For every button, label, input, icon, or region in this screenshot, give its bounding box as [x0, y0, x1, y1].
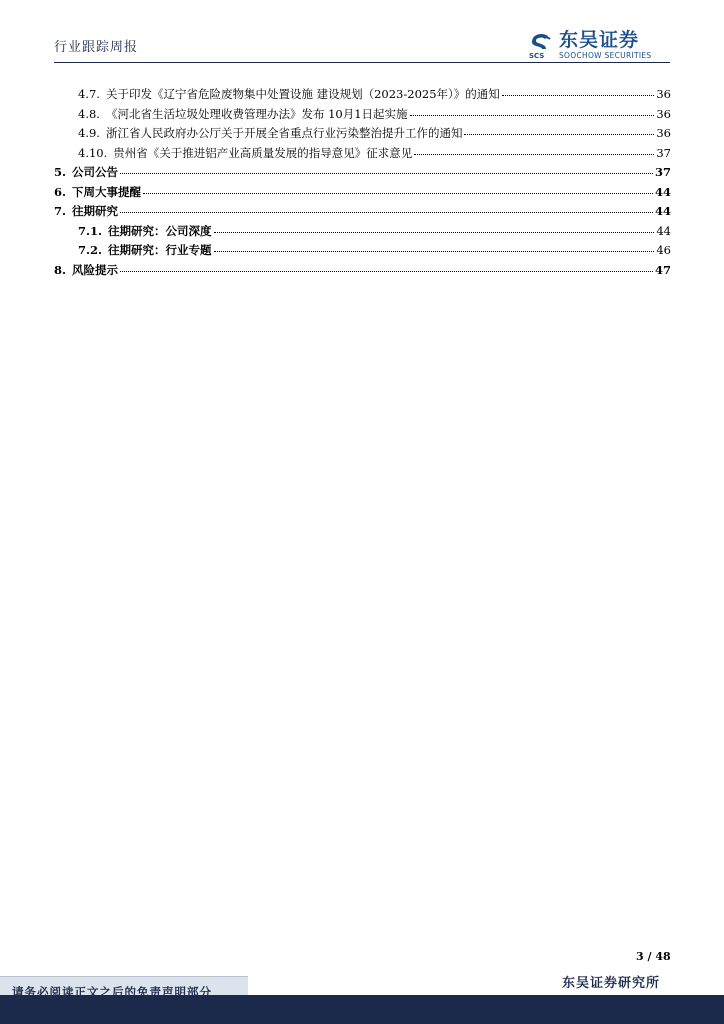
toc-entry[interactable]	[54, 184, 671, 204]
toc-entry[interactable]	[54, 86, 671, 106]
toc-entry-number: 7.	[54, 204, 67, 218]
toc-entry-number: 4.7.	[78, 87, 100, 101]
toc-entry-number: 4.10.	[78, 145, 108, 160]
toc-entry-title: 贵州省《关于推进铝产业高质量发展的指导意见》征求意见	[113, 145, 413, 160]
logo-mark-text: SCS	[529, 52, 545, 60]
toc-entry-number: 4.8.	[78, 106, 100, 121]
toc-entry-number: 7.1.	[78, 223, 103, 238]
toc-entry-title: 《河北省生活垃圾处理收费管理办法》发布 10月1日起实施	[105, 106, 408, 121]
toc-dot-leader	[464, 126, 654, 135]
table-of-contents	[54, 86, 671, 281]
toc-entry-page: 37	[656, 145, 671, 160]
toc-entry-page: 37	[654, 165, 671, 179]
page-number: 3 / 48	[636, 950, 671, 963]
toc-entry-number: 4.9.	[78, 126, 100, 140]
toc-entry-page: 44	[654, 204, 671, 218]
toc-entry-title: 下周大事提醒	[72, 184, 142, 199]
logo-english-name: SOOCHOW SECURITIES	[559, 50, 652, 60]
toc-entry[interactable]	[54, 125, 671, 145]
toc-entry-title: 往期研究：行业专题	[108, 243, 212, 257]
toc-entry-number: 5.	[54, 165, 67, 179]
footer-organization: 东吴证券研究所	[562, 976, 661, 991]
toc-entry-number: 7.2.	[78, 243, 103, 257]
toc-dot-leader	[143, 185, 653, 194]
toc-entry-page: 36	[656, 106, 671, 121]
toc-entry[interactable]	[54, 203, 671, 223]
logo-chinese-name: 东吴证券	[559, 28, 640, 51]
toc-entry-page: 36	[656, 126, 671, 140]
toc-dot-leader	[410, 107, 655, 116]
header-divider	[54, 62, 670, 63]
toc-entry-page: 47	[654, 262, 671, 277]
toc-dot-leader	[120, 204, 653, 213]
toc-dot-leader	[120, 263, 653, 272]
toc-entry[interactable]	[54, 164, 671, 184]
toc-entry[interactable]	[54, 106, 671, 126]
toc-entry[interactable]	[54, 145, 671, 165]
toc-entry-page: 36	[656, 87, 671, 101]
toc-entry-page: 46	[656, 243, 671, 257]
toc-entry[interactable]	[54, 223, 671, 243]
toc-entry-number: 8.	[54, 262, 67, 277]
toc-entry-title: 风险提示	[72, 262, 119, 277]
toc-entry-page: 44	[656, 223, 671, 238]
toc-entry[interactable]	[54, 242, 671, 262]
toc-dot-leader	[120, 165, 653, 174]
toc-entry-title: 关于印发《辽宁省危险废物集中处置设施 建设规划（2023-2025年）》的通知	[105, 87, 500, 101]
toc-entry[interactable]	[54, 262, 671, 282]
toc-dot-leader	[214, 224, 655, 233]
toc-entry-title: 往期研究：公司深度	[108, 223, 212, 238]
toc-entry-number: 6.	[54, 184, 67, 199]
report-type-title: 行业跟踪周报	[54, 40, 139, 55]
toc-entry-title: 往期研究	[72, 204, 119, 218]
scs-logo-icon	[528, 30, 554, 60]
toc-dot-leader	[414, 146, 654, 155]
toc-dot-leader	[214, 243, 655, 252]
toc-entry-page: 44	[654, 184, 671, 199]
toc-entry-title: 公司公告	[72, 165, 119, 179]
company-logo	[528, 28, 678, 62]
disclaimer-text: 请务必阅读正文之后的免责声明部分	[12, 985, 212, 999]
toc-dot-leader	[502, 87, 655, 96]
toc-entry-title: 浙江省人民政府办公厅关于开展全省重点行业污染整治提升工作的通知	[105, 126, 463, 140]
